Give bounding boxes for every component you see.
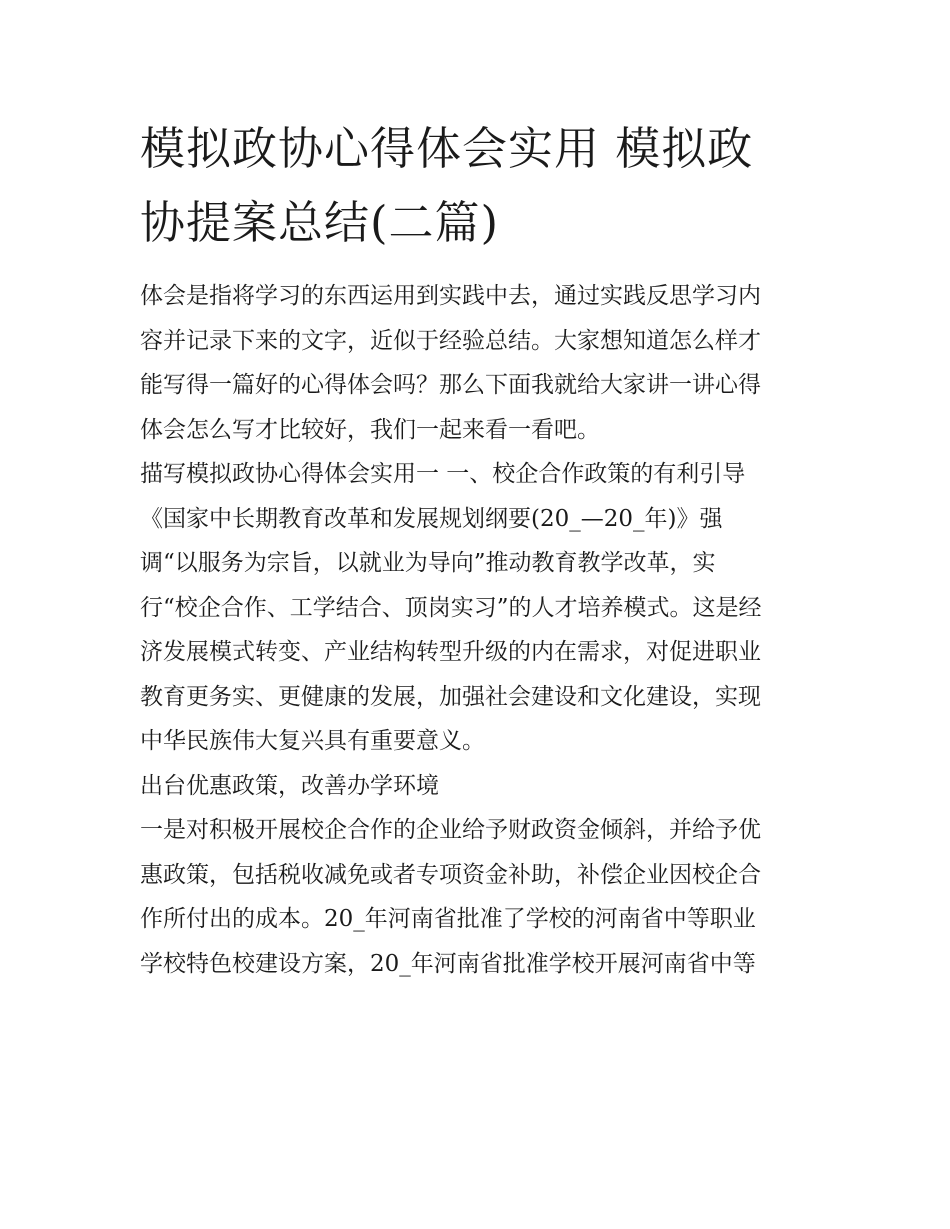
- paragraph-financial-support: 一是对积极开展校企合作的企业给予财政资金倾斜，并给予优 惠政策，包括税收减免或者专项资金补助，补偿企业因校企合 作所付出的成本。20_年河南省批准了学校的河南省中等职业 学校特色校建设方案，20_年河南省批准学校开展河南省中等: [140, 817, 761, 977]
- paragraph-subheading: 出台优惠政策，改善办学环境: [140, 772, 439, 799]
- paragraph-policy-guidance: 描写模拟政协心得体会实用一 一、校企合作政策的有利引导 《国家中长期教育改革和发展规划纲要(20_—20_年)》强 调“以服务为宗旨，以就业为导向”推动教育教学改革，实 行“校企合作、工学结合、顶岗实习”的人才培养模式。这是经 济发展模式转变、产业结构转型升级的内在需求，对促进职业 教育更务实、更健康的发展，加强社会建设和文化建设，实现 中华民族伟大复兴具有重要意义。: [140, 461, 762, 754]
- document-body: [140, 112, 820, 986]
- paragraph-intro: 体会是指将学习的东西运用到实践中去，通过实践反思学习内 容并记录下来的文字，近似于经验总结。大家想知道怎么样才 能写得一篇好的心得体会吗？那么下面我就给大家讲一讲心得 体会怎么写才比较好，我们一起来看一看吧。: [140, 283, 761, 443]
- document-title: 模拟政协心得体会实用 模拟政 协提案总结(二篇): [140, 122, 754, 249]
